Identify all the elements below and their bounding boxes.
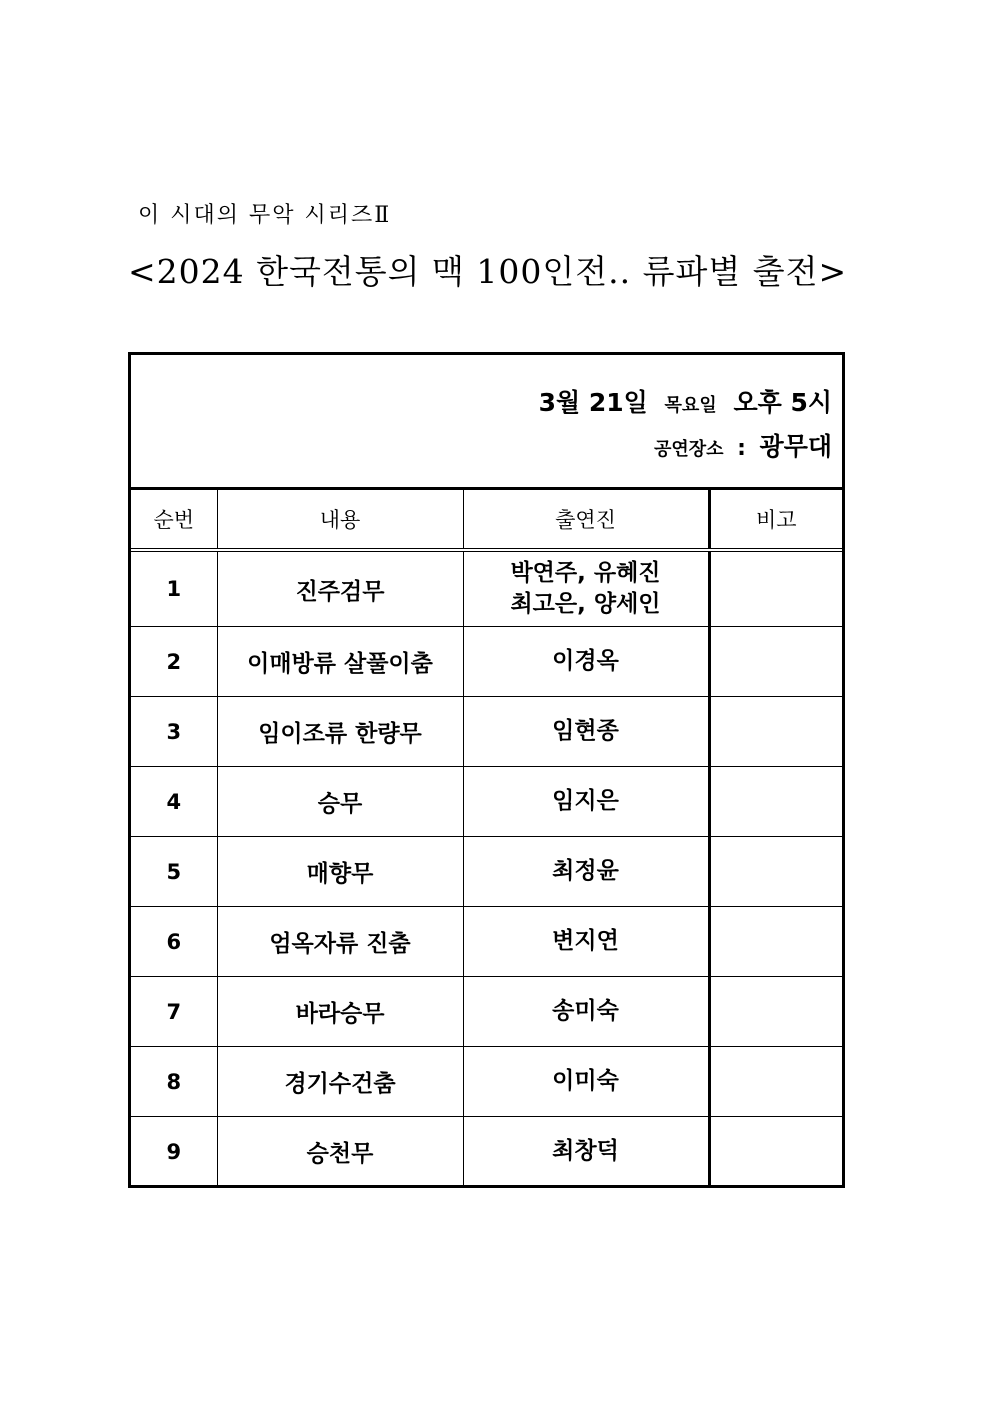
- row-order: 6: [131, 907, 217, 977]
- row-performers: [463, 627, 709, 697]
- row-content: 진주검무: [217, 550, 463, 627]
- row-order: 3: [131, 697, 217, 767]
- header-content: 내용: [217, 490, 463, 550]
- venue-name: 광무대: [759, 432, 832, 461]
- row-content: 승천무: [217, 1117, 463, 1187]
- row-note: [709, 767, 842, 837]
- row-content: 이매방류 살풀이춤: [217, 627, 463, 697]
- table-row: [131, 837, 842, 907]
- row-note: [709, 1117, 842, 1187]
- performer-name: 최창덕: [552, 1138, 619, 1164]
- performer-name: 임현종: [552, 718, 619, 744]
- table-row: [131, 767, 842, 837]
- table-row: [131, 1047, 842, 1117]
- row-performers: [463, 1117, 709, 1187]
- performer-name: 이경옥: [552, 648, 619, 674]
- row-note: [709, 697, 842, 767]
- row-note: [709, 907, 842, 977]
- row-content: 바라승무: [217, 977, 463, 1047]
- performer-name: 최고은, 양세인: [510, 591, 661, 617]
- performer-name: 박연주, 유혜진: [510, 560, 661, 586]
- program-table: [131, 490, 842, 1186]
- schedule-box: [131, 355, 842, 490]
- row-note: [709, 1047, 842, 1117]
- row-content: 매향무: [217, 837, 463, 907]
- row-order: 1: [131, 550, 217, 627]
- header-note: 비고: [709, 490, 842, 550]
- performance-weekday: 목요일: [664, 395, 717, 416]
- row-performers: [463, 697, 709, 767]
- table-row: [131, 697, 842, 767]
- row-performers: [463, 977, 709, 1047]
- row-performers: [463, 907, 709, 977]
- performer-name: 변지연: [552, 928, 619, 954]
- performer-name: 임지은: [552, 788, 619, 814]
- row-performers: [463, 550, 709, 627]
- row-order: 8: [131, 1047, 217, 1117]
- program-frame: [128, 352, 845, 1188]
- table-row: [131, 627, 842, 697]
- header-order: 순번: [131, 490, 217, 550]
- row-order: 4: [131, 767, 217, 837]
- table-row: [131, 1117, 842, 1187]
- row-content: 임이조류 한량무: [217, 697, 463, 767]
- row-note: [709, 837, 842, 907]
- series-title: 이 시대의 무악 시리즈Ⅱ: [138, 203, 392, 228]
- performance-date: 3월 21일: [538, 388, 648, 417]
- date-line: [539, 383, 832, 419]
- row-content: 엄옥자류 진춤: [217, 907, 463, 977]
- table-header-row: [131, 490, 842, 550]
- row-content: 경기수건춤: [217, 1047, 463, 1117]
- venue-colon: :: [737, 436, 746, 461]
- row-order: 2: [131, 627, 217, 697]
- venue-line: [654, 427, 832, 463]
- table-row: [131, 907, 842, 977]
- row-note: [709, 627, 842, 697]
- performer-name: 최정윤: [552, 858, 619, 884]
- header-performers: 출연진: [463, 490, 709, 550]
- row-order: 7: [131, 977, 217, 1047]
- row-performers: [463, 767, 709, 837]
- row-note: [709, 977, 842, 1047]
- page-title: <2024 한국전통의 맥 100인전.. 류파별 출전>: [128, 252, 848, 291]
- table-row: [131, 977, 842, 1047]
- row-performers: [463, 1047, 709, 1117]
- row-order: 5: [131, 837, 217, 907]
- table-row: [131, 550, 842, 627]
- performer-name: 이미숙: [552, 1068, 619, 1094]
- performer-name: 송미숙: [552, 998, 619, 1024]
- row-content: 승무: [217, 767, 463, 837]
- performance-time: 오후 5시: [733, 388, 832, 417]
- row-performers: [463, 837, 709, 907]
- row-note: [709, 550, 842, 627]
- venue-label: 공연장소: [654, 439, 724, 460]
- row-order: 9: [131, 1117, 217, 1187]
